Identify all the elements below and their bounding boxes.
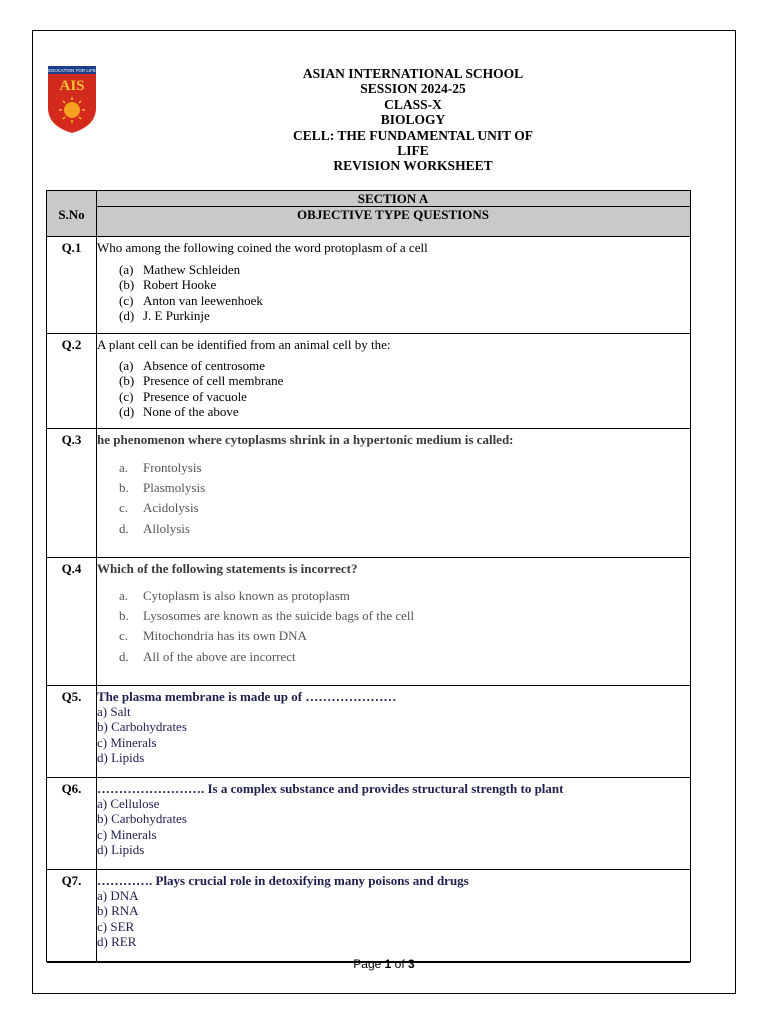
subject: BIOLOGY xyxy=(380,112,446,128)
class: CLASS-X xyxy=(384,96,442,112)
option: d. Allolysis xyxy=(119,520,190,536)
option: d) Lipids xyxy=(97,842,145,858)
option: (b) Presence of cell membrane xyxy=(119,373,284,389)
question-row xyxy=(47,686,690,778)
school-name: ASIAN INTERNATIONAL SCHOOL xyxy=(302,66,524,81)
question-row xyxy=(47,870,690,963)
question-row xyxy=(47,237,690,334)
option: (a) Mathew Schleiden xyxy=(119,262,241,277)
column-divider xyxy=(96,191,97,961)
option: c. Acidolysis xyxy=(119,500,199,516)
option: (c) Anton van leewenhoek xyxy=(119,292,263,308)
option: (b) Robert Hooke xyxy=(119,277,217,293)
option: c) Minerals xyxy=(97,826,157,842)
worksheet-title: REVISION WORKSHEET xyxy=(333,158,493,174)
question-text: he phenomenon where cytoplasms shrink in a hypertonic medium is called: xyxy=(97,432,514,447)
option: (d) J. E Purkinje xyxy=(119,308,210,324)
question-number: Q.1 xyxy=(61,240,82,255)
question-number: Q5. xyxy=(61,689,82,704)
question-text: The plasma membrane is made up of ………………… xyxy=(97,689,397,704)
question-text: A plant cell can be identified from an animal cell by the: xyxy=(97,337,391,352)
section-subtitle: OBJECTIVE TYPE QUESTIONS xyxy=(297,207,489,222)
question-row xyxy=(47,429,690,558)
option: c. Mitochondria has its own DNA xyxy=(119,628,307,644)
option: d) RER xyxy=(97,934,137,950)
options-list xyxy=(119,358,283,420)
options-list xyxy=(119,586,414,667)
current-page: 1 xyxy=(384,957,392,971)
option: c) Minerals xyxy=(97,734,157,750)
logo-tagline: EDUCATION FOR LIFE xyxy=(48,68,96,73)
options-list xyxy=(119,458,205,539)
question-number: Q.4 xyxy=(61,561,82,576)
option: b) Carbohydrates xyxy=(97,719,187,735)
options-list xyxy=(97,888,139,950)
chapter-title-line1: CELL: THE FUNDAMENTAL UNIT OF xyxy=(292,127,534,143)
option: (c) Presence of vacuole xyxy=(119,388,247,404)
questions-table xyxy=(46,190,691,962)
question-text: Which of the following statements is incorrect? xyxy=(97,561,358,576)
question-number: Q.2 xyxy=(61,337,82,352)
option: c) SER xyxy=(97,918,135,934)
option: b) Carbohydrates xyxy=(97,811,187,827)
total-pages: 3 xyxy=(408,957,415,971)
question-row xyxy=(47,558,690,686)
option: d) Lipids xyxy=(97,750,145,766)
question-number: Q7. xyxy=(61,873,82,888)
question-row xyxy=(47,334,690,429)
option: a. Frontolysis xyxy=(119,460,202,475)
page-footer: Page 1 of 3 xyxy=(353,957,415,971)
options-list xyxy=(97,796,187,858)
options-list xyxy=(97,704,187,766)
section-header xyxy=(47,191,690,237)
option: d. All of the above are incorrect xyxy=(119,648,296,664)
session: SESSION 2024-25 xyxy=(360,81,466,97)
option: b) RNA xyxy=(97,903,139,919)
sno-header: S.No xyxy=(58,207,85,222)
question-text: ……………………. Is a complex substance and provides structural strength to plant xyxy=(97,781,564,796)
chapter-title-line2: LIFE xyxy=(397,143,429,159)
worksheet-header xyxy=(160,66,666,174)
question-row xyxy=(47,778,690,870)
option: a. Cytoplasm is also known as protoplasm xyxy=(119,588,350,603)
school-logo xyxy=(48,66,96,134)
option: (d) None of the above xyxy=(119,404,239,420)
option: (a) Absence of centrosome xyxy=(119,358,266,373)
question-number: Q.3 xyxy=(61,432,82,447)
question-number: Q6. xyxy=(61,781,82,796)
option: b. Lysosomes are known as the suicide bags of the cell xyxy=(119,608,415,624)
option: a) Salt xyxy=(97,704,131,719)
section-title: SECTION A xyxy=(357,191,429,206)
question-text: …………. Plays crucial role in detoxifying many poisons and drugs xyxy=(97,873,469,888)
option: a) DNA xyxy=(97,888,139,903)
question-text: Who among the following coined the word protoplasm of a cell xyxy=(97,240,428,255)
option: a) Cellulose xyxy=(97,796,160,811)
options-list xyxy=(119,262,263,324)
option: b. Plasmolysis xyxy=(119,480,206,496)
logo-text: AIS xyxy=(59,78,85,94)
